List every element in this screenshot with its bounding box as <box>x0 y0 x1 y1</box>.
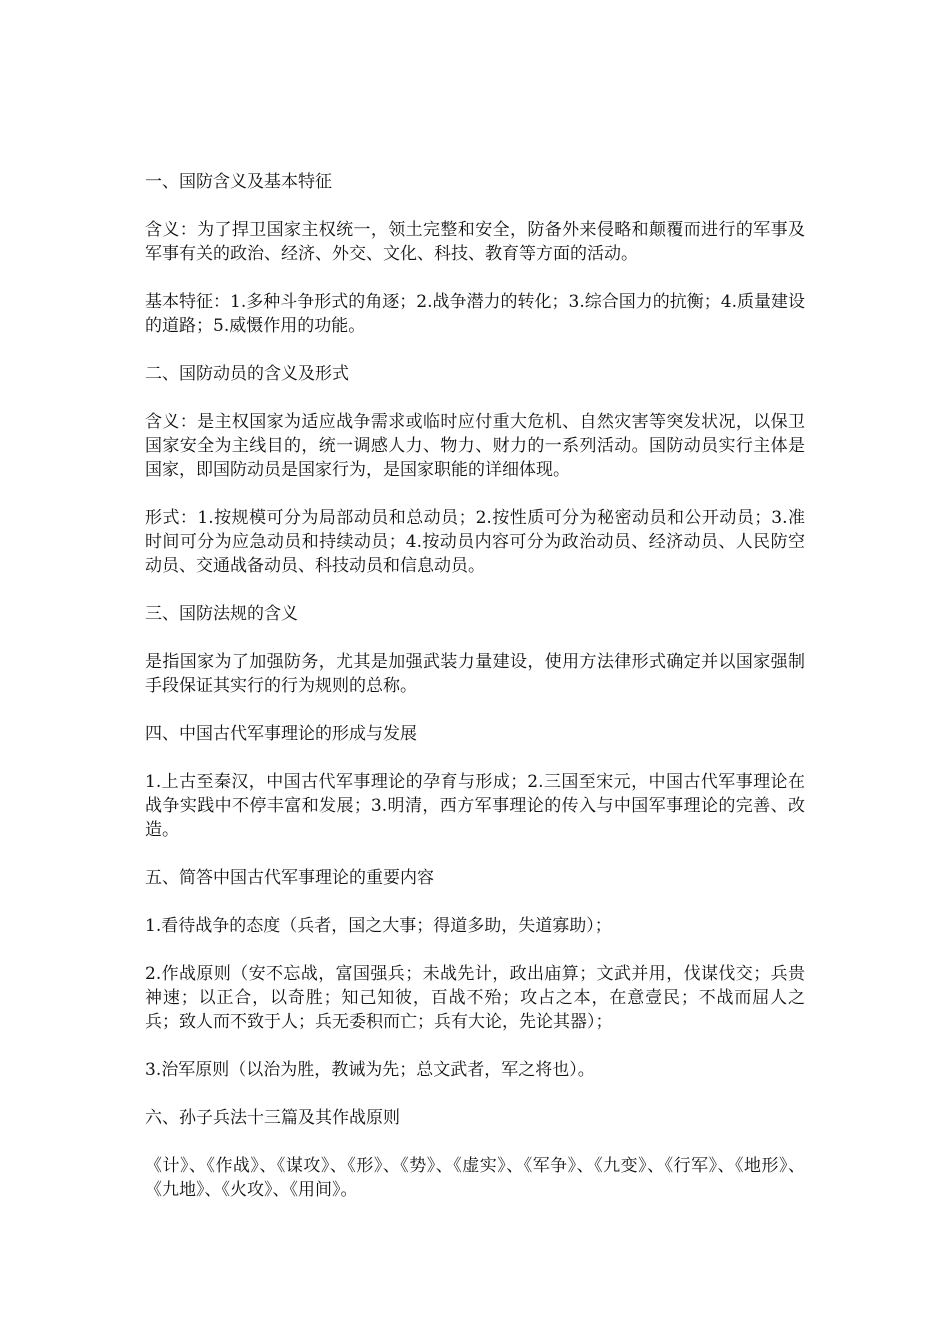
section-paragraph: 《计》、《作战》、《谋攻》、《形》、《势》、《虚实》、《军争》、《九变》、《行军》、《地形》、《九地》、《火攻》、《用间》。 <box>145 1156 805 1200</box>
section-paragraph: 3.治军原则（以治为胜，教诫为先；总文武者，军之将也）。 <box>145 1060 595 1080</box>
section-paragraph: 形式：1.按规模可分为局部动员和总动员；2.按性质可分为秘密动员和公开动员；3.准时间可分为应急动员和持续动员；4.按动员内容可分为政治动员、经济动员、人民防空动员、交通战备动员、科技动员和信息动员。 <box>145 508 805 576</box>
section-heading: 四、中国古代军事理论的形成与发展 <box>145 724 417 744</box>
section-heading: 六、孙子兵法十三篇及其作战原则 <box>145 1108 400 1128</box>
section-heading: 一、国防含义及基本特征 <box>145 172 332 192</box>
section-paragraph: 基本特征：1.多种斗争形式的角逐；2.战争潜力的转化；3.综合国力的抗衡；4.质量建设的道路；5.威慑作用的功能。 <box>145 292 805 336</box>
document-body <box>145 170 805 1226</box>
section-paragraph: 含义：为了捍卫国家主权统一，领土完整和安全，防备外来侵略和颠覆而进行的军事及军事有关的政治、经济、外交、文化、科技、教育等方面的活动。 <box>145 220 805 264</box>
section-paragraph: 1.看待战争的态度（兵者，国之大事；得道多助，失道寡助）； <box>145 916 612 936</box>
section-paragraph: 2.作战原则（安不忘战，富国强兵；未战先计，政出庙算；文武并用，伐谋伐交；兵贵神速；以正合，以奇胜；知己知彼，百战不殆；攻占之本，在意壹民；不战而屈人之兵；致人而不致于人；兵无委积而亡；兵有大论，先论其器）； <box>145 964 805 1032</box>
section-heading: 五、简答中国古代军事理论的重要内容 <box>145 868 434 888</box>
section-heading: 二、国防动员的含义及形式 <box>145 364 349 384</box>
section-paragraph: 含义：是主权国家为适应战争需求或临时应付重大危机、自然灾害等突发状况，以保卫国家安全为主线目的，统一调感人力、物力、财力的一系列活动。国防动员实行主体是国家，即国防动员是国家行为，是国家职能的详细体现。 <box>145 412 805 480</box>
section-paragraph: 1.上古至秦汉，中国古代军事理论的孕育与形成；2.三国至宋元，中国古代军事理论在战争实践中不停丰富和发展；3.明清，西方军事理论的传入与中国军事理论的完善、改造。 <box>145 772 805 840</box>
section-heading: 三、国防法规的含义 <box>145 604 298 624</box>
section-paragraph: 是指国家为了加强防务，尤其是加强武装力量建设，使用方法律形式确定并以国家强制手段保证其实行的行为规则的总称。 <box>145 652 805 696</box>
